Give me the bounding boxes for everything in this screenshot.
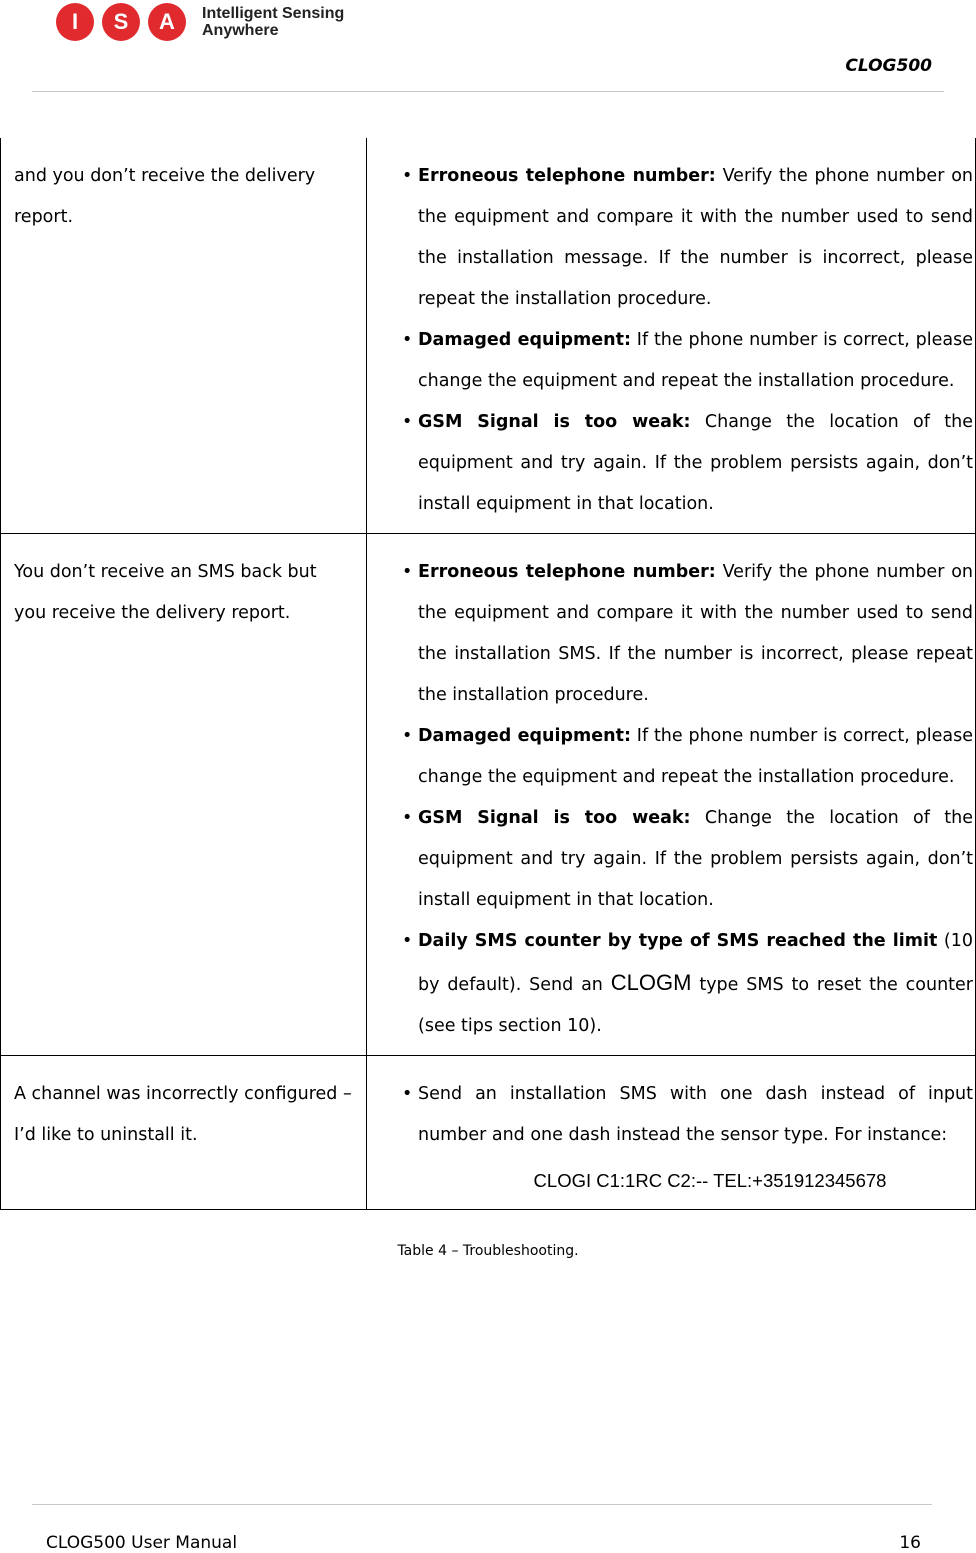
cause-text: Send an installation SMS with one dash instead of input number and one dash instead the sensor type. For instance: xyxy=(418,1084,973,1145)
table-caption: Table 4 – Troubleshooting. xyxy=(397,1243,579,1259)
page-number: 16 xyxy=(899,1533,921,1553)
cause-text: type SMS to reset the counter (see tips section 10). xyxy=(418,975,973,1036)
cause-text: (10 by default). Send an xyxy=(418,931,973,995)
header-divider xyxy=(32,91,944,92)
cause-title: GSM Signal is too weak: xyxy=(418,412,691,432)
solution-cell xyxy=(367,1056,976,1210)
problem-cell: You don’t receive an SMS back but you receive the delivery report. xyxy=(1,534,367,1056)
footer-manual-title: CLOG500 User Manual xyxy=(46,1533,238,1553)
logo-tagline xyxy=(202,5,344,39)
footer-divider xyxy=(32,1504,932,1505)
cause-text: Verify the phone number on the equipment and compare it with the number used to send the installation SMS. If the number is incorrect, please repeat the installation procedure. xyxy=(418,562,973,705)
list-item xyxy=(387,798,973,921)
solution-cell xyxy=(367,534,976,1056)
cause-title: Daily SMS counter by type of SMS reached the limit xyxy=(418,931,938,951)
clogm-code: CLOGM xyxy=(610,970,692,995)
list-item xyxy=(387,716,973,798)
cause-text: If the phone number is correct, please change the equipment and repeat the installation procedure. xyxy=(418,726,973,787)
logo-tagline-line1: Intelligent Sensing xyxy=(202,5,345,22)
problem-cell: A channel was incorrectly configured – I’d like to uninstall it. xyxy=(1,1056,367,1210)
cause-title: Erroneous telephone number: xyxy=(418,562,716,582)
bullet-icon: • xyxy=(402,808,413,828)
cause-title: GSM Signal is too weak: xyxy=(418,808,691,828)
cause-text: Change the location of the equipment and try again. If the problem persists again, don’t install equipment in that location. xyxy=(418,412,973,514)
problem-cell: and you don’t receive the delivery report. xyxy=(1,138,367,534)
bullet-icon: • xyxy=(402,412,413,432)
list-item xyxy=(387,921,973,1047)
logo-letter-i: I xyxy=(56,3,94,41)
bullet-icon: • xyxy=(402,726,413,746)
cause-title: Damaged equipment: xyxy=(418,330,631,350)
cause-title: Damaged equipment: xyxy=(418,726,631,746)
cause-title: Erroneous telephone number: xyxy=(418,166,716,186)
cause-text: If the phone number is correct, please change the equipment and repeat the installation procedure. xyxy=(418,330,973,391)
list-item xyxy=(387,552,973,716)
cause-text: Change the location of the equipment and try again. If the problem persists again, don’t install equipment in that location. xyxy=(418,808,973,910)
bullet-icon: • xyxy=(402,166,413,186)
solution-cell xyxy=(367,138,976,534)
document-code: CLOG500 xyxy=(845,56,932,76)
bullet-icon: • xyxy=(402,330,413,350)
bullet-icon: • xyxy=(402,931,413,951)
logo-letter-a: A xyxy=(148,3,186,41)
cause-text: Verify the phone number on the equipment and compare it with the number used to send the installation message. If the number is incorrect, please repeat the installation procedure. xyxy=(418,166,973,309)
logo-tagline-line2: Anywhere xyxy=(202,22,279,39)
list-item xyxy=(387,156,973,320)
table-row xyxy=(1,1056,976,1210)
bullet-icon: • xyxy=(402,562,413,582)
table-row xyxy=(1,138,976,534)
bullet-icon: • xyxy=(402,1084,413,1104)
isa-logo xyxy=(56,2,344,42)
list-item xyxy=(387,402,973,525)
list-item xyxy=(387,1074,973,1156)
table-row xyxy=(1,534,976,1056)
list-item xyxy=(387,320,973,402)
example-command: CLOGI C1:1RC C2:-- TEL:+351912345678 xyxy=(533,1170,887,1191)
troubleshooting-table xyxy=(0,138,976,1210)
logo-letter-s: S xyxy=(102,3,140,41)
